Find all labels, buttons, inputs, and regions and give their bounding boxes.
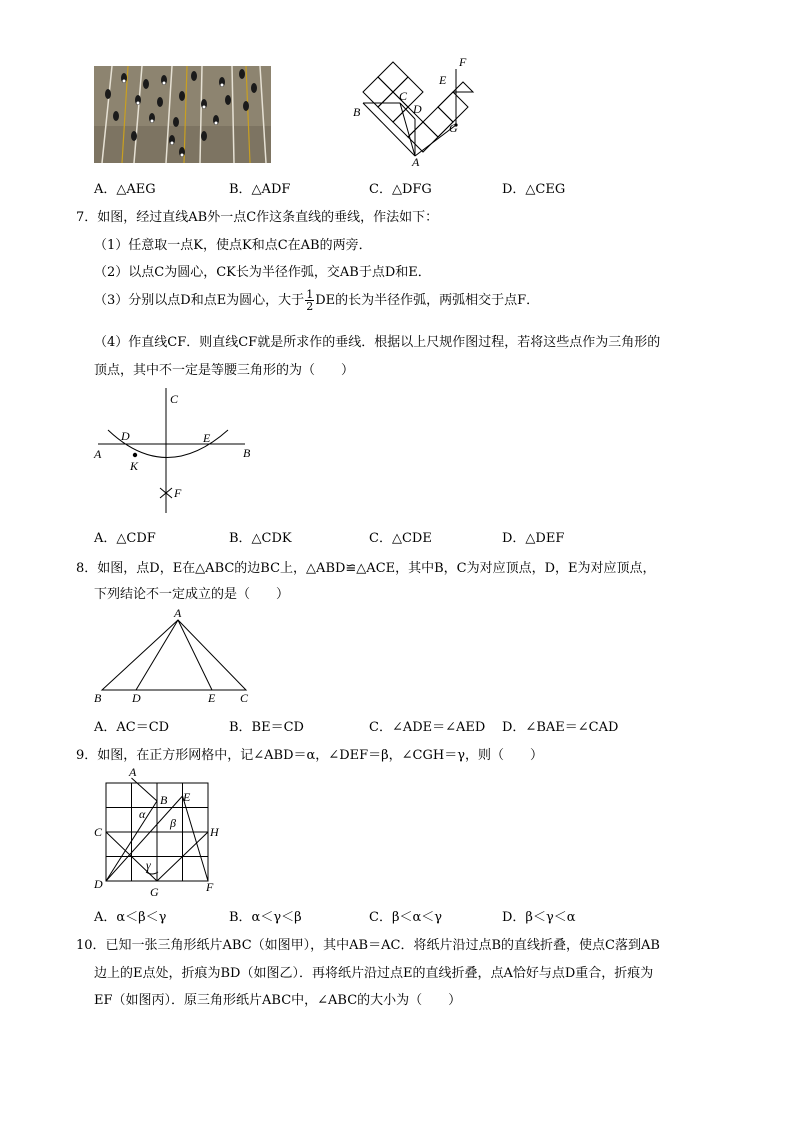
q6-label-c: C [399, 89, 408, 103]
q9-option-b[interactable]: B．α＜γ＜β [229, 910, 302, 925]
q8-option-b[interactable]: B．BE＝CD [229, 720, 304, 735]
q7-step-3 [94, 289, 539, 312]
q9-stem: 9．如图，在正方形网格中，记∠ABD＝α，∠DEF＝β，∠CGH＝γ，则（ ） [76, 748, 543, 763]
svg-text:β: β [170, 816, 176, 830]
svg-text:B: B [160, 793, 168, 807]
q6-label-e: E [439, 73, 447, 87]
q7-option-a[interactable]: A．△CDF [94, 531, 156, 546]
q10-line1: 10．已知一张三角形纸片ABC（如图甲），其中AB＝AC．将纸片沿过点B的直线折叠，使点C落到AB [76, 938, 660, 953]
svg-text:C: C [94, 825, 103, 839]
svg-text:C: C [240, 691, 249, 705]
q7-step-3-part2: DE的长为半径作弧，两弧相交于点F． [315, 293, 540, 308]
q6-label-a: A [412, 155, 420, 168]
q7-step-2: （2）以点C为圆心，CK长为半径作弧，交AB于点D和E． [94, 265, 431, 280]
q7-step-1: （1）任意取一点K，使点K和点C在AB的两旁． [94, 238, 372, 253]
svg-text:K: K [130, 459, 139, 473]
svg-text:F: F [206, 880, 214, 894]
q8-option-c[interactable]: C．∠ADE＝∠AED [369, 720, 486, 735]
svg-text:D: D [121, 429, 130, 443]
svg-text:D: D [132, 691, 141, 705]
q6-option-a[interactable]: A．△AEG [94, 182, 156, 197]
q8-stem-line1: 8．如图，点D，E在△ABC的边BC上，△ABD≌△ACE，其中B，C为对应顶点，D，E为对应顶点， [76, 561, 656, 576]
frac-denominator: 2 [306, 300, 314, 313]
q7-option-d[interactable]: D．△DEF [502, 531, 565, 546]
q7-step-4-line1: （4）作直线CF．则直线CF就是所求作的垂线．根据以上尺规作图过程，若将这些点作为三角形的 [94, 335, 661, 350]
q8-stem-line2: 下列结论不一定成立的是（ ） [94, 587, 290, 602]
svg-text:A: A [174, 606, 182, 620]
q8-triangle-figure [90, 606, 260, 708]
q10-line2: 边上的E点处，折痕为BD（如图乙）．再将纸片沿过点E的直线折叠，点A恰好与点D重合，折痕为 [94, 966, 654, 981]
frac-numerator: 1 [306, 288, 314, 301]
q6-label-g: G [449, 121, 458, 135]
q7-step-3-part1: （3）分别以点D和点E为圆心，大于 [94, 293, 305, 308]
photo-formation [94, 66, 271, 163]
svg-text:C: C [170, 392, 179, 406]
q9-option-c[interactable]: C．β＜α＜γ [369, 910, 443, 925]
q7-option-b[interactable]: B．△CDK [229, 531, 292, 546]
fraction-half [305, 289, 314, 312]
svg-text:γ: γ [146, 858, 151, 872]
q7-option-c[interactable]: C．△CDE [369, 531, 432, 546]
q6-option-b[interactable]: B．△ADF [229, 182, 291, 197]
photo-illustration [94, 66, 271, 163]
q7-construction-figure [90, 385, 265, 520]
q7-stem: 7．如图，经过直线AB外一点C作这条直线的垂线，作法如下： [76, 210, 439, 225]
svg-text:A: A [129, 766, 137, 779]
q10-line3: EF（如图丙）．原三角形纸片ABC中，∠ABC的大小为（ ） [94, 993, 462, 1008]
q9-option-d[interactable]: D．β＜γ＜α [502, 910, 576, 925]
q7-step-4-line2: 顶点，其中不一定是等腰三角形的为（ ） [94, 363, 355, 378]
q9-option-a[interactable]: A．α＜β＜γ [94, 910, 167, 925]
svg-text:D: D [94, 877, 103, 891]
svg-text:E: E [183, 790, 191, 804]
svg-text:H: H [210, 825, 219, 839]
q6-label-f: F [459, 56, 467, 69]
q6-label-d: D [413, 102, 422, 116]
q8-option-d[interactable]: D．∠BAE＝∠CAD [502, 720, 619, 735]
svg-text:A: A [94, 447, 102, 461]
svg-text:E: E [203, 431, 211, 445]
q6-option-c[interactable]: C．△DFG [369, 182, 432, 197]
q8-option-a[interactable]: A．AC＝CD [94, 720, 170, 735]
svg-text:G: G [150, 885, 159, 898]
q6-label-b: B [353, 105, 361, 119]
svg-text:B: B [94, 691, 102, 705]
svg-text:α: α [139, 807, 146, 821]
q9-grid-figure [90, 766, 225, 898]
svg-text:B: B [243, 446, 251, 460]
q6-square-figure [345, 56, 475, 168]
svg-text:E: E [208, 691, 216, 705]
svg-text:F: F [174, 486, 182, 500]
q6-option-d[interactable]: D．△CEG [502, 182, 566, 197]
